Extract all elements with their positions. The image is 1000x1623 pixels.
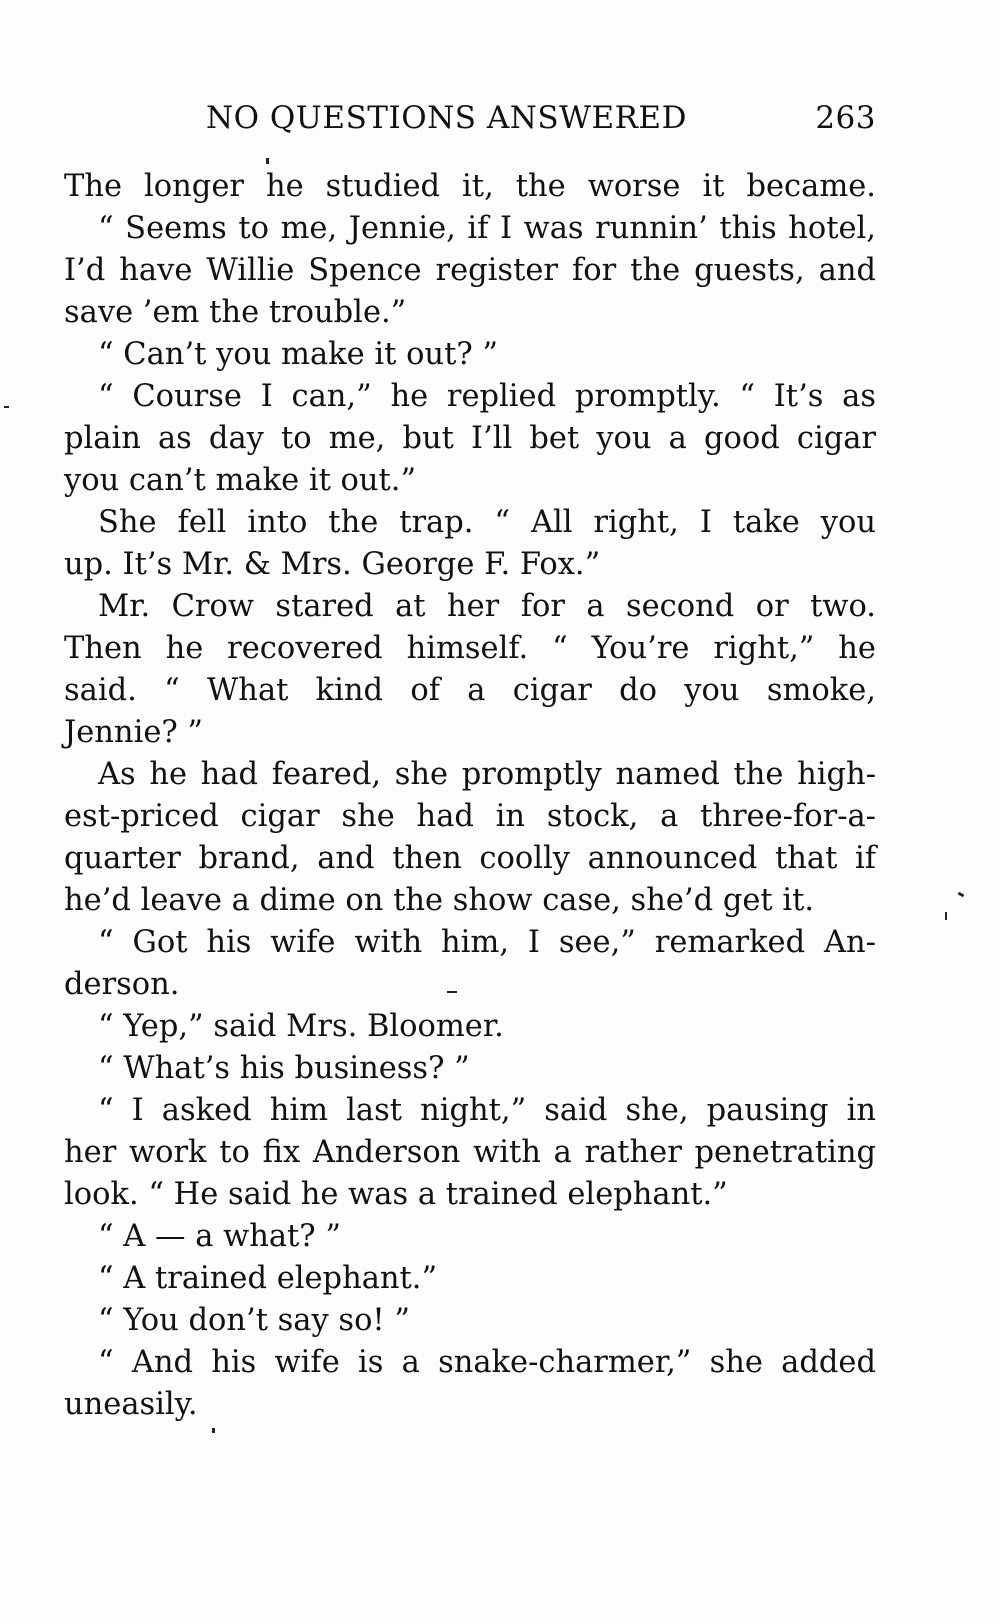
running-title: NO QUESTIONS ANSWERED <box>206 100 687 136</box>
text-line: up. It’s Mr. & Mrs. George F. Fox.” <box>64 547 601 582</box>
text-line: “ A — a what? ” <box>98 1219 341 1254</box>
text-line: “ Got his wife with him, I see,” remarked An- <box>98 925 876 960</box>
text-line: quarter brand, and then coolly announced that if <box>64 841 876 876</box>
body-text <box>64 166 876 1426</box>
text-line: “ Course I can,” he replied promptly. “ It’s as <box>98 379 876 414</box>
text-line: uneasily. <box>64 1387 198 1422</box>
text-line: “ Seems to me, Jennie, if I was runnin’ this hotel, <box>98 211 876 246</box>
text-line: “ I asked him last night,” said she, pausing in <box>98 1093 876 1128</box>
text-line: Mr. Crow stared at her for a second or two. <box>98 589 876 624</box>
text-line: I’d have Willie Spence register for the guests, and <box>64 253 876 288</box>
text-line: said. “ What kind of a cigar do you smoke, <box>64 673 876 708</box>
print-speck <box>447 991 457 993</box>
text-line: As he had feared, she promptly named the high- <box>98 757 876 792</box>
text-line: Jennie? ” <box>64 715 204 750</box>
text-line: “ You don’t say so! ” <box>98 1303 410 1338</box>
text-line: “ And his wife is a snake-charmer,” she added <box>98 1345 876 1380</box>
text-line: “ Can’t you make it out? ” <box>98 337 498 372</box>
print-speck <box>945 912 947 920</box>
text-line: save ’em the trouble.” <box>64 295 407 330</box>
page-number: 263 <box>815 100 876 136</box>
text-line: look. “ He said he was a trained elephant.” <box>64 1177 728 1212</box>
page-header <box>64 100 876 142</box>
text-line: “ What’s his business? ” <box>98 1051 470 1086</box>
text-line: “ A trained elephant.” <box>98 1261 438 1296</box>
text-line: “ Yep,” said Mrs. Bloomer. <box>98 1009 504 1044</box>
text-line: Then he recovered himself. “ You’re right,” he <box>64 631 876 666</box>
text-line: The longer he studied it, the worse it became. <box>64 169 876 204</box>
text-line: he’d leave a dime on the show case, she’d get it. <box>64 883 815 918</box>
text-line: est-priced cigar she had in stock, a three-for-a- <box>64 799 876 834</box>
print-speck <box>212 1428 215 1433</box>
text-line: She fell into the trap. “ All right, I take you <box>98 505 876 540</box>
text-line: you can’t make it out.” <box>64 463 417 498</box>
print-speck <box>266 158 269 164</box>
text-line: plain as day to me, but I’ll bet you a good cigar <box>64 421 876 456</box>
print-speck <box>4 406 9 408</box>
text-line: her work to fix Anderson with a rather penetrating <box>64 1135 876 1170</box>
text-line: derson. <box>64 967 180 1002</box>
print-speck <box>958 892 965 898</box>
